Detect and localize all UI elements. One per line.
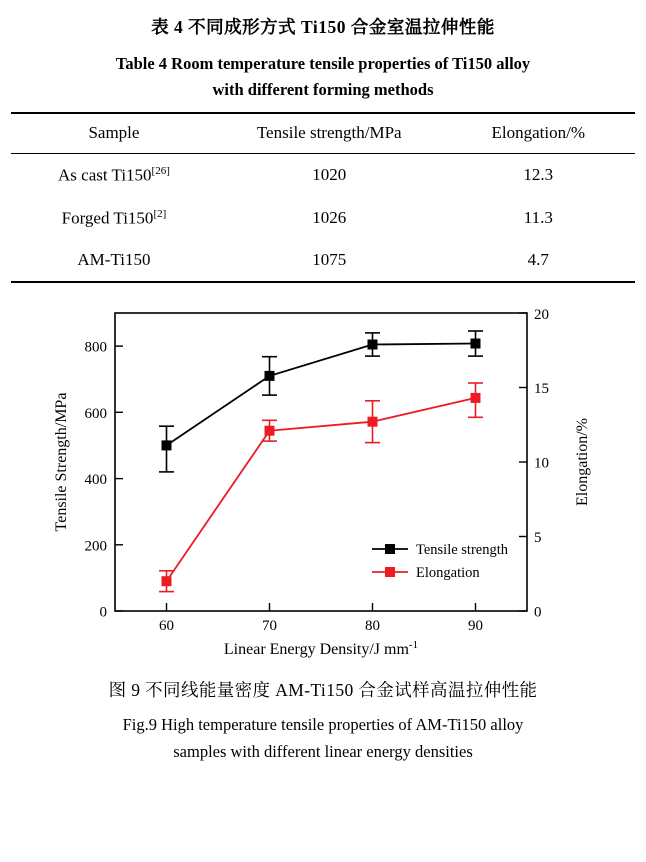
left-axis-tick-labels	[85, 340, 108, 621]
tensile-strength-markers	[162, 339, 481, 451]
column-header-elongation: Elongation/%	[442, 113, 635, 154]
cell-elongation: 11.3	[523, 208, 553, 228]
table-caption-english-line2: with different forming methods	[212, 79, 434, 99]
legend-marker-tensile-strength	[385, 544, 395, 554]
cell-sample	[11, 197, 217, 240]
legend-label-elongation: Elongation	[416, 565, 480, 582]
cell-elongation: 4.7	[442, 239, 635, 282]
table-header-row	[11, 113, 635, 154]
cell-tensile-strength: 1020	[217, 154, 442, 197]
figure-caption-english	[8, 712, 638, 765]
table-row	[11, 239, 635, 282]
figure-caption-english-line1: Fig.9 High temperature tensile properties of AM-Ti150 alloy	[122, 715, 524, 735]
right-axis-title: Elongation/%	[574, 418, 591, 507]
cell-sample: AM-Ti150	[11, 239, 217, 282]
data-point-marker	[162, 577, 172, 587]
x-axis-title-superscript: -1	[408, 639, 419, 652]
left-tick-label: 0	[99, 604, 107, 621]
cell-elongation: 12.3	[442, 154, 635, 197]
left-tick-label: 800	[84, 340, 107, 357]
table-caption-chinese: 表 4 不同成形方式 Ti150 合金室温拉伸性能	[151, 17, 495, 37]
data-point-marker	[265, 371, 275, 381]
right-tick-label: 20	[534, 307, 549, 324]
x-tick-label: 80	[365, 618, 380, 635]
figure-chart	[10, 301, 636, 661]
legend-item-tensile-strength	[372, 542, 509, 558]
tensile-properties-table	[11, 112, 635, 283]
elongation-error-bars	[159, 383, 483, 592]
left-axis-title: Tensile Strength/MPa	[53, 393, 70, 532]
data-point-marker	[368, 417, 378, 427]
cell-tensile-strength: 1075	[217, 239, 442, 282]
left-tick-label: 400	[84, 472, 107, 489]
legend-item-elongation	[372, 565, 480, 581]
right-tick-label: 5	[534, 530, 542, 547]
page-root	[0, 14, 646, 862]
tensile-strength-line	[167, 344, 476, 446]
data-point-marker	[471, 339, 481, 349]
figure-caption-chinese: 图 9 不同线能量密度 AM-Ti150 合金试样高温拉伸性能	[108, 680, 538, 701]
right-axis-tick-labels	[534, 307, 549, 621]
legend-marker-elongation	[385, 567, 395, 577]
x-axis-title-main: Linear Energy Density/J mm	[223, 641, 409, 659]
left-tick-label: 200	[84, 538, 107, 555]
x-tick-label: 70	[262, 618, 277, 635]
left-tick-label: 600	[84, 406, 107, 423]
cell-tensile-strength: 1026	[312, 208, 347, 228]
table-row	[11, 197, 635, 240]
column-header-sample: Sample	[11, 113, 217, 154]
right-axis-ticks	[519, 313, 527, 611]
x-tick-label: 60	[159, 618, 174, 635]
x-axis-ticks	[167, 603, 476, 611]
data-point-marker	[265, 426, 275, 436]
figure-caption-english-line2: samples with different linear energy densities	[173, 741, 473, 761]
table-row	[11, 154, 635, 197]
right-tick-label: 15	[534, 381, 549, 398]
series-elongation	[159, 383, 483, 592]
data-point-marker	[471, 393, 481, 403]
table-caption-english	[8, 51, 638, 102]
chart-svg	[10, 301, 636, 661]
table-body	[11, 154, 635, 283]
cell-sample-reference: [26]	[151, 165, 170, 178]
x-axis-title	[224, 639, 418, 658]
data-point-marker	[368, 340, 378, 350]
right-tick-label: 0	[534, 604, 542, 621]
table-header	[11, 113, 635, 154]
cell-sample-reference: [2]	[153, 207, 167, 220]
data-point-marker	[162, 441, 172, 451]
left-axis-ticks	[115, 347, 123, 612]
series-tensile-strength	[159, 331, 483, 472]
chart-legend	[372, 542, 509, 581]
x-tick-label: 90	[468, 618, 483, 635]
right-tick-label: 10	[534, 455, 549, 472]
cell-sample-text: Forged Ti150	[61, 208, 154, 228]
x-axis-tick-labels	[159, 618, 483, 634]
table-caption-english-line1: Table 4 Room temperature tensile properties of Ti150 alloy	[115, 54, 531, 73]
legend-label-tensile-strength: Tensile strength	[416, 542, 509, 559]
column-header-tensile-strength: Tensile strength/MPa	[217, 113, 442, 154]
tensile-strength-error-bars	[159, 331, 483, 472]
cell-sample	[11, 154, 217, 197]
cell-sample-text: As cast Ti150	[58, 165, 152, 185]
